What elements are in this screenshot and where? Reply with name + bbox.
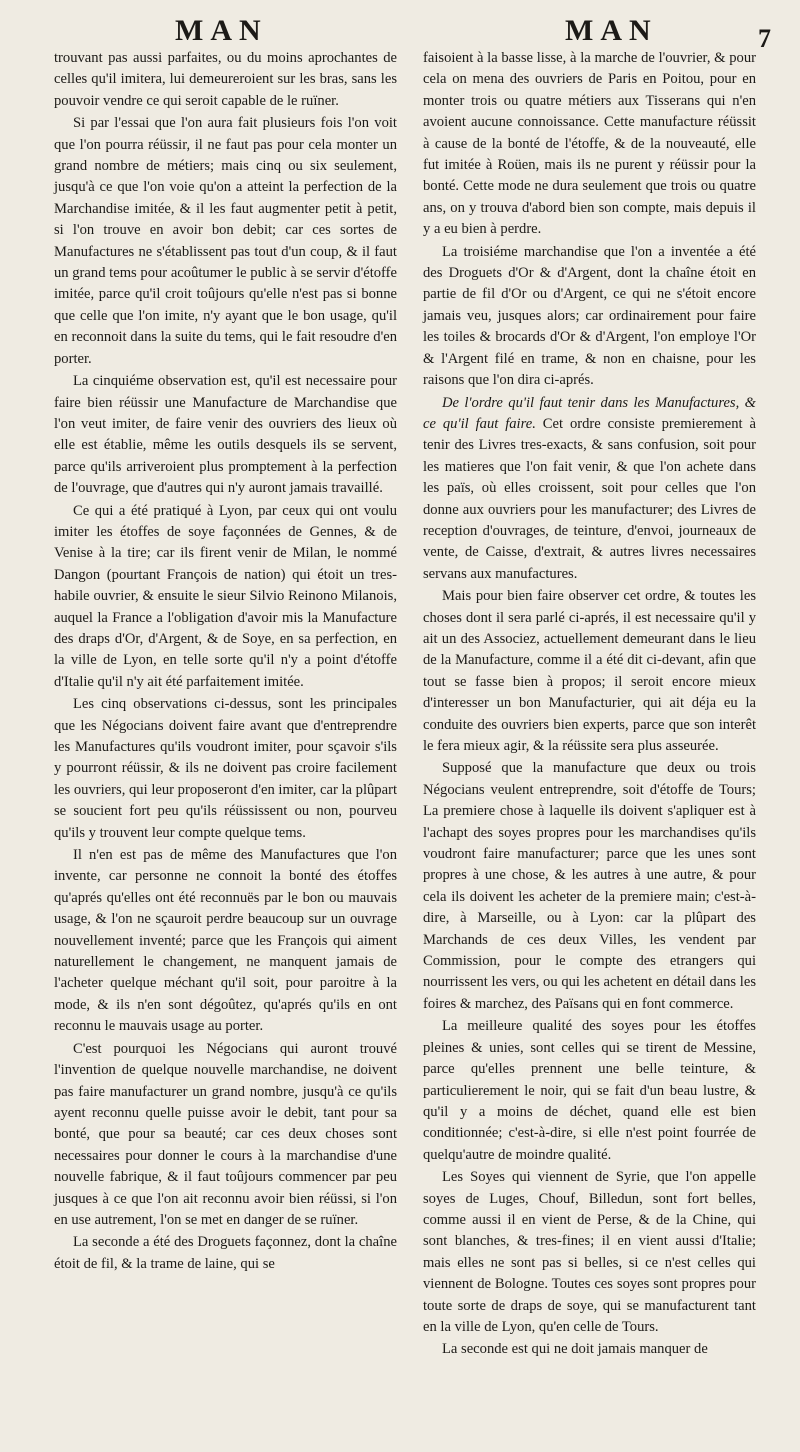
paragraph: La troisiéme marchandise que l'on a inventée a été des Droguets d'Or & d'Argent, dont la chaîne étoit en partie de fil d'Or ou d'Argent, ce qui ne s'étoit encore jamais veu, jusques alors; car ordinairement pour faire les toiles & brocards d'Or & d'Argent, l'on employe l'Or & l'Argent filé en trame, & non en chaisne, pour les raisons que l'on dira ci-aprés. (423, 243, 756, 389)
paragraph: Mais pour bien faire observer cet ordre, & toutes les choses dont il sera parlé ci-aprés, il est necessaire qu'il y ait un des Associez, actuellement demeurant dans le lieu de la Manufacture, comme il a été dit ci-devant, afin que tout se fasse bien à propos; il seroit encore mieux d'interesser un bon Manufacturier, qui ait déja eu la conduite des ouvriers bien experts, parce que son interêt le fera mieux agir, & la réüssite sera plus asseurée. (423, 588, 756, 754)
paragraph: Ce qui a été pratiqué à Lyon, par ceux qui ont voulu imiter les étoffes de soye façonnées de Gennes, & de Venise à la tire; car ils firent venir de Milan, le nommé Dangon (pourtant François de nation) qui étoit un tres-habile ouvrier, & ensuite le sieur Silvio Reinono Milanois, auquel la France a l'obligation d'avoir mis la Manufacture des draps d'Or, d'Argent, & de Soye, en sa perfection, en la ville de Lyon, en telle sorte qu'il n'y a point d'étoffe d'Italie qu'il n'y ait été parfaitement imitée. (54, 502, 397, 690)
page-number: 7 (758, 24, 771, 53)
section-text: Cet ordre consiste premierement à tenir des Livres tres-exacts, & sans confusion, soit pour les matieres que l'on fait venir, & que l'on achete dans les païs, où elles croissent, soit pour celles que l'on donne aux ouvriers pour les manufacturer; des Livres de reception d'ouvrages, de teinture, d'envoi, journeaux de vente, de Caisse, d'extrait, & autres livres necessaires servans aux manufactures. (423, 415, 756, 582)
paragraph: faisoient à la basse lisse, à la marche de l'ouvrier, & pour cela on mena des ouvriers de Paris en Poitou, pour en monter trois ou quatre métiers aux Tisserans qui n'en avoient aucune connoissance. Cette manufacture réüssit à cause de la bonté de l'étoffe, & de la nouveauté, elle fut imitée à Roüen, mais ils ne purent y réüssir pour la bonté. Cette mode ne dura seulement que trois ou quatre ans, on y trouva d'abord bien son compte, mais depuis il y a eu bien à perdre. (423, 50, 756, 238)
paragraph: La seconde a été des Droguets façonnez, dont la chaîne étoit de fil, & la trame de laine, qui se (54, 1234, 397, 1272)
section-heading-paragraph (423, 393, 756, 586)
paragraph: Les Soyes qui viennent de Syrie, que l'on appelle soyes de Luges, Chouf, Billedun, sont fort belles, comme aussi il en vient de Perse, & de la Chine, qui sont blanches, & tres-fines; il en vient aussi d'Italie; mais elles ne sont pas si belles, si ce n'est celles qui viennent de Bologne. Toutes ces soyes sont propres pour toute sorte de draps de soye, qui se manufacturent tant en la ville de Lyon, qu'en celle de Tours. (423, 1169, 756, 1335)
paragraph: Si par l'essai que l'on aura fait plusieurs fois l'on voit que l'on pourra réüssir, il ne faut pas pour cela monter un grand nombre de métiers; mais cinq ou six seulement, jusqu'à ce que l'on voie qu'on a atteint la perfection de la Marchandise imitée, & il les faut augmenter petit à petit, si l'on trouve en avoir bon debit; car ces sortes de Manufactures ne s'établissent pas tout d'un coup, & il faut un grand tems pour acoûtumer le public à se servir d'étoffe imitée, parce qu'il croit toûjours qu'elle n'est pas si bonne que celle que l'on imite, n'y ayant que le bon usage, qu'il en reconnoit dans la suite du tems, qui le fait resoudre d'en porter. (54, 115, 397, 367)
paragraph: La cinquiéme observation est, qu'il est necessaire pour faire bien réüssir une Manufacture de Marchandise que l'on veut imiter, de faire venir des ouvriers des lieux où elle est établie, même les outils desquels ils se servent, parce qu'ils arriveroient plus promptement à la perfection de l'ouvrage, que d'autres qui n'y auront jamais travaillé. (54, 373, 397, 497)
paragraph: Les cinq observations ci-dessus, sont les principales que les Négocians doivent faire avant que d'entreprendre les Manufactures qu'ils voudront imiter, pour sçavoir s'ils y pourront réüssir, & ils ne doivent pas croire facilement les ouvriers, qui leur proposeront d'en imiter, car la plûpart se soucient fort peu qu'ils réüssissent ou non, pourveu qu'ils y trouvent leur compte quelque tems. (54, 696, 397, 841)
paragraph: La meilleure qualité des soyes pour les étoffes pleines & unies, sont celles qui se tirent de Messine, parce qu'elles prennent une belle teinture, & particulierement le noir, qui se fait d'un beau lustre, & qu'il y a moins de déchet, quand elle est bien conditionnée; c'est-à-dire, si elle n'est point fourrée de quelqu'autre de moindre qualité. (423, 1018, 756, 1163)
left-column (54, 48, 397, 1276)
paragraph: Supposé que la manufacture que deux ou trois Négocians veulent entreprendre, soit d'étoffe de Tours; La premiere chose à laquelle ils doivent s'apliquer est à l'achapt des soyes propres pour les marchandises qu'ils voudront faire manufacturer; parce que les unes sont propres à une chose, & les autres à une autre, & pour cela ils doivent les acheter de la premiere main; c'est-à-dire, à Marseille, ou à Lyon: car la plûpart des Marchands de ces deux Villes, les vendent par Commission, pour le compte des etrangers qui nourrissent les vers, ou qui les achetent en détail dans les foires & marchez, des Païsans qui en font commerce. (423, 760, 756, 1012)
paragraph: trouvant pas aussi parfaites, ou du moins aprochantes de celles qu'il imitera, lui demeureroient sur les bras, sans les pouvoir vendre ce qui seroit capable de le ruïner. (54, 50, 397, 109)
running-head-right: MAN (565, 14, 658, 47)
paragraph: C'est pourquoi les Négocians qui auront trouvé l'invention de quelque nouvelle marchandise, ne doivent pas faire manufacturer un grand nombre, jusqu'à ce qu'ils ayent reconnu quelle puisse avoir le debit, tant pour sa bonté, que pour sa beauté; car ces deux choses sont necessaires pour donner le cours à la marchandise d'une nouvelle fabrique, & il faut toûjours commencer par peu jusques à ce que l'on ait reconnu avoir bien réüssi, si l'on en use autrement, l'on se met en danger de se ruïner. (54, 1040, 397, 1228)
running-head-left: MAN (175, 14, 268, 47)
section-title: De l'ordre qu'il faut tenir dans les Manufactures, & ce qu'il faut faire. (423, 394, 756, 432)
paragraph: La seconde est qui ne doit jamais manquer de (441, 1341, 708, 1358)
right-column (423, 48, 756, 1362)
paragraph: Il n'en est pas de même des Manufactures que l'on invente, car personne ne connoit la bonté des étoffes qu'aprés qu'elles ont été reconnuës par le bon ou mauvais usage, & l'on ne sçauroit perdre beaucoup sur un ouvrage nouvellement inventé; parce que les François qui aiment naturellement le changement, ne manquent jamais de l'acheter quelque méchant qu'il soit, pour paroitre à la mode, & ils n'en sont dégoûtez, qu'aprés qu'ils en ont reconnu le mauvais usage au porter. (54, 847, 397, 1035)
